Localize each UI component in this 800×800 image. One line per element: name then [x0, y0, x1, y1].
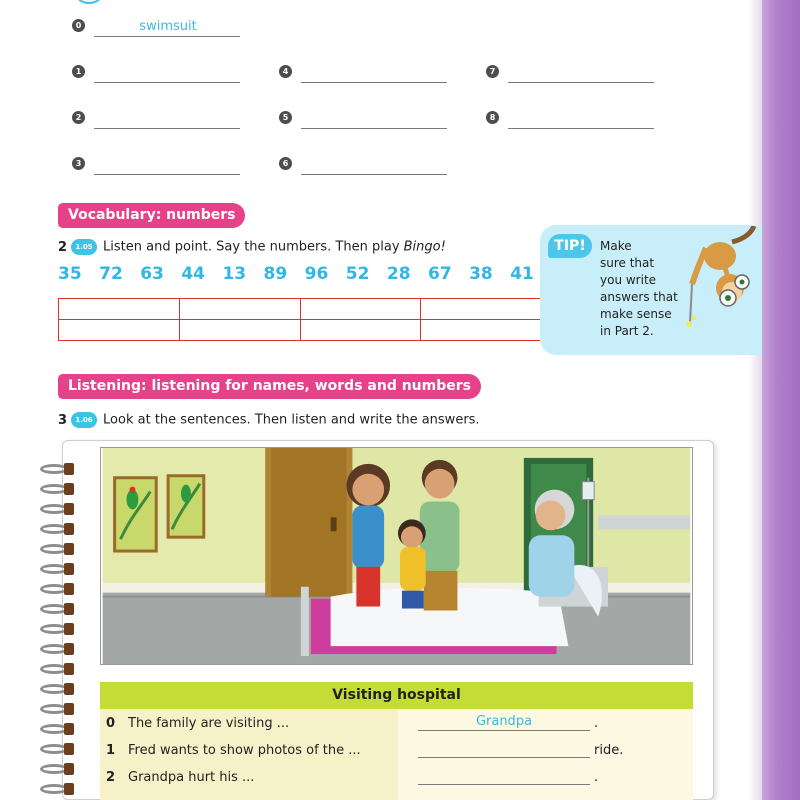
answer-line[interactable] [301, 82, 447, 83]
row-question: Fred wants to show photos of the ... [128, 743, 361, 758]
spiral-ring [38, 722, 88, 736]
audio-track-badge[interactable]: 1.05 [71, 239, 97, 255]
bingo-number: 67 [427, 264, 452, 284]
monkey-illustration [680, 226, 762, 336]
hospital-scene-illustration [100, 447, 693, 665]
bingo-cell[interactable] [179, 299, 300, 320]
tip-badge: TIP! [548, 234, 592, 258]
item-number: 7 [486, 65, 499, 78]
item-number: 0 [72, 19, 85, 32]
page-edge [762, 0, 800, 800]
item-number: 5 [279, 111, 292, 124]
instruction-text: Look at the sentences. Then listen and write the answers. [103, 412, 480, 428]
item-number: 8 [486, 111, 499, 124]
bingo-number: 44 [181, 264, 205, 284]
item-number: 3 [72, 157, 85, 170]
item-number: 4 [279, 65, 292, 78]
instruction-italic: Bingo! [403, 239, 446, 255]
item-number: 1 [72, 65, 85, 78]
exercise-audio-icon [76, 0, 102, 4]
bingo-number: 72 [99, 264, 123, 284]
answer-line[interactable] [301, 128, 447, 129]
spiral-ring [38, 482, 88, 496]
answer-line[interactable] [418, 757, 590, 758]
tip-line: sure that [600, 256, 655, 270]
example-answer: Grandpa [475, 714, 533, 729]
bingo-cell[interactable] [179, 320, 300, 341]
table-row [100, 764, 693, 791]
spiral-ring [38, 702, 88, 716]
tip-text [600, 238, 688, 340]
vocabulary-instruction [58, 239, 446, 255]
row-question: Grandpa hurt his ... [128, 770, 255, 785]
audio-track-badge[interactable]: 1.06 [71, 412, 97, 428]
bingo-number: 35 [58, 264, 82, 284]
bingo-number: 96 [304, 264, 329, 284]
row-suffix: ride. [594, 743, 624, 758]
row-number: 2 [106, 770, 116, 785]
bingo-number: 28 [386, 264, 411, 284]
write-line-0 [72, 12, 242, 42]
answer-line[interactable] [94, 128, 240, 129]
table-row [100, 737, 693, 764]
write-line-7 [486, 58, 656, 88]
listening-instruction [58, 412, 480, 428]
spiral-ring [38, 642, 88, 656]
write-line-1 [72, 58, 242, 88]
answer-line[interactable] [94, 36, 240, 37]
spiral-ring [38, 602, 88, 616]
spiral-ring [38, 522, 88, 536]
bingo-number: 63 [140, 264, 164, 284]
spiral-ring [38, 682, 88, 696]
tip-line: you write [600, 273, 657, 287]
example-answer: swimsuit [139, 19, 197, 34]
spiral-ring [38, 562, 88, 576]
row-question: The family are visiting ... [128, 716, 290, 731]
tip-line: Make [600, 239, 632, 253]
bingo-cell[interactable] [421, 299, 542, 320]
spiral-ring [38, 582, 88, 596]
table-row [100, 710, 693, 737]
spiral-ring [38, 462, 88, 476]
write-line-5 [279, 104, 449, 134]
bingo-number: 38 [469, 264, 493, 284]
bingo-cell[interactable] [300, 299, 421, 320]
answer-line[interactable] [94, 174, 240, 175]
spiral-ring [38, 502, 88, 516]
exercise-number: 3 [58, 412, 68, 428]
answer-line[interactable] [94, 82, 240, 83]
answer-line[interactable] [418, 730, 590, 731]
bingo-cell[interactable] [300, 320, 421, 341]
write-line-4 [279, 58, 449, 88]
tip-line: answers that [600, 290, 678, 304]
row-number: 1 [106, 743, 116, 758]
visiting-hospital-table [100, 682, 693, 800]
listening-heading: Listening: listening for names, words and numbers [58, 374, 481, 399]
write-line-6 [279, 150, 449, 180]
write-line-8 [486, 104, 656, 134]
answer-line[interactable] [508, 128, 654, 129]
table-title: Visiting hospital [100, 682, 693, 709]
answer-line[interactable] [301, 174, 447, 175]
write-line-2 [72, 104, 242, 134]
spiral-ring [38, 662, 88, 676]
spiral-ring [38, 542, 88, 556]
spiral-ring [38, 742, 88, 756]
bingo-number: 89 [263, 264, 288, 284]
spiral-ring [38, 782, 88, 796]
bingo-number: 13 [222, 264, 247, 284]
answer-line[interactable] [508, 82, 654, 83]
spiral-ring [38, 622, 88, 636]
answer-line[interactable] [418, 784, 590, 785]
bingo-number: 52 [345, 264, 370, 284]
bingo-grid [58, 298, 542, 341]
spiral-binding [38, 462, 88, 800]
exercise-number: 2 [58, 239, 68, 255]
bingo-cell[interactable] [59, 299, 180, 320]
instruction-text: Listen and point. Say the numbers. Then play [103, 239, 404, 255]
bingo-cell[interactable] [421, 320, 542, 341]
row-number: 0 [106, 716, 116, 731]
row-suffix: . [594, 716, 599, 731]
bingo-number: 41 [510, 264, 534, 284]
write-line-3 [72, 150, 242, 180]
spiral-ring [38, 762, 88, 776]
item-number: 2 [72, 111, 85, 124]
row-suffix: . [594, 770, 599, 785]
page-edge-shadow [748, 0, 762, 800]
vocabulary-heading: Vocabulary: numbers [58, 203, 245, 228]
bingo-numbers [58, 264, 534, 284]
bingo-cell[interactable] [59, 320, 180, 341]
tip-line: in Part 2. [600, 324, 654, 338]
tip-line: make sense [600, 307, 672, 321]
item-number: 6 [279, 157, 292, 170]
